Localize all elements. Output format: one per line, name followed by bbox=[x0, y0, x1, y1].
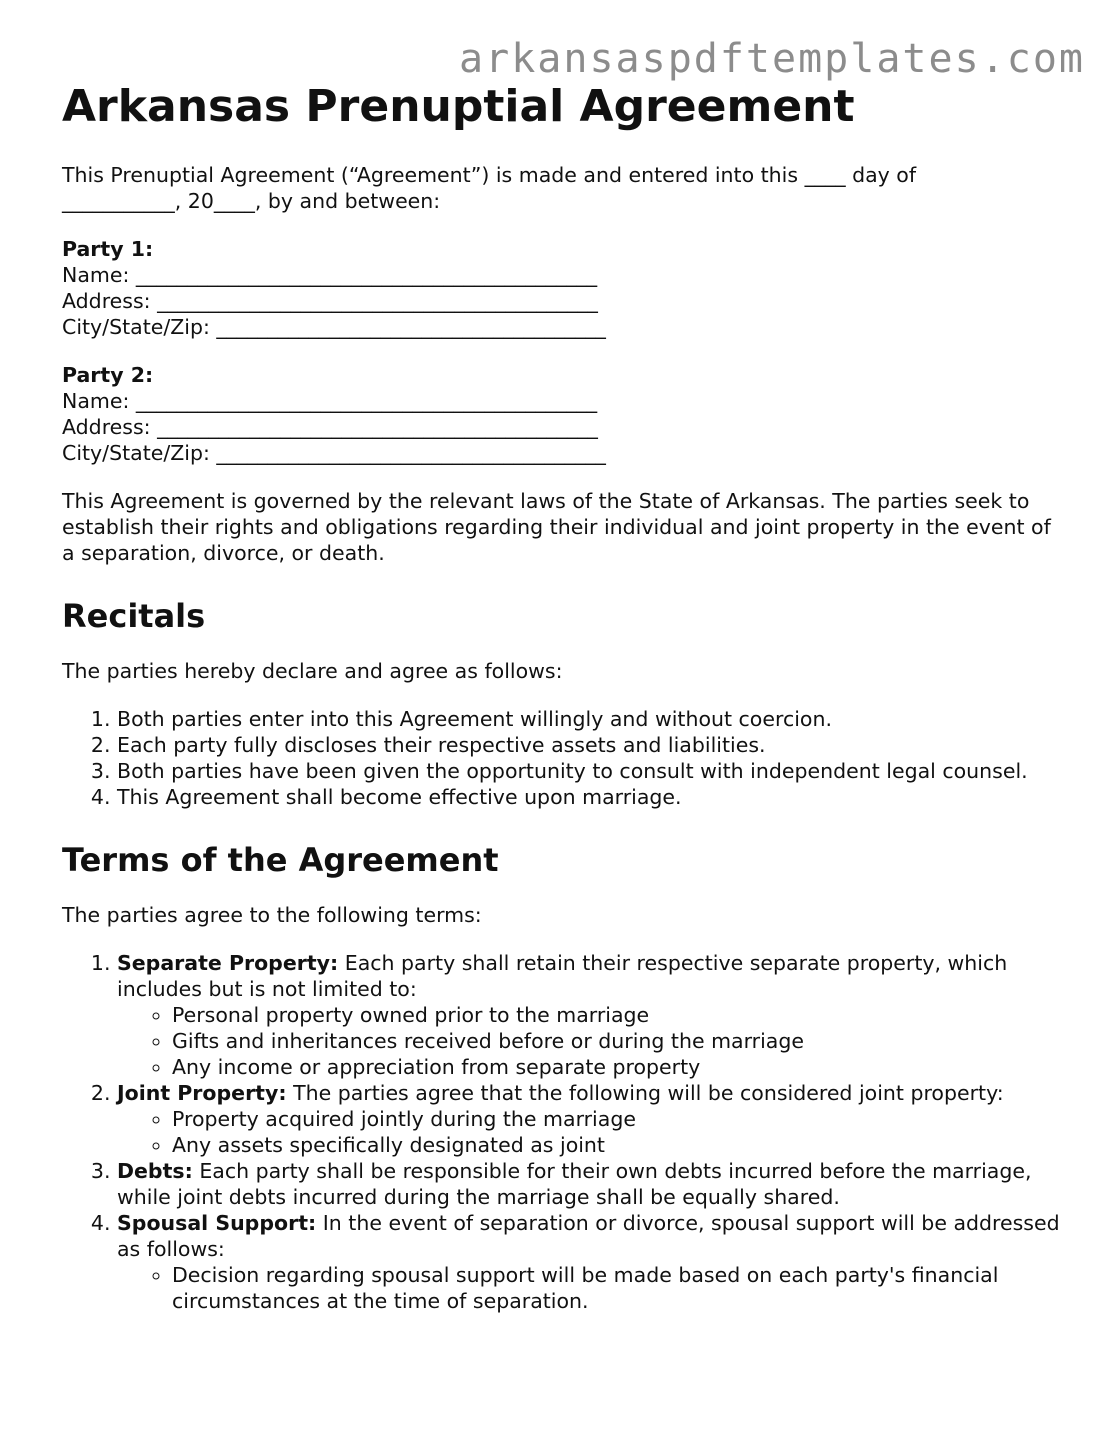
term-label: Debts: bbox=[117, 1159, 193, 1183]
party-2-city-field: City/State/Zip: ______________________________________ bbox=[62, 441, 606, 465]
party-1-block bbox=[62, 236, 1062, 340]
term-label: Joint Property: bbox=[117, 1081, 287, 1105]
term-text: The parties agree that the following will be considered joint property: bbox=[286, 1081, 1004, 1105]
intro-line-1: This Prenuptial Agreement (“Agreement”) is made and entered into this ____ day of bbox=[62, 163, 917, 187]
term-label: Separate Property: bbox=[117, 951, 339, 975]
party-1-city-field: City/State/Zip: ______________________________________ bbox=[62, 315, 606, 339]
recital-item: 2. Each party fully discloses their respective assets and liabilities. bbox=[117, 732, 1062, 758]
terms-list bbox=[62, 950, 1062, 1314]
recital-item: 3. Both parties have been given the opportunity to consult with independent legal counsel. bbox=[117, 758, 1062, 784]
term-subitem: ◦ Decision regarding spousal support will be made based on each party's financial circumstances at the time of separation. bbox=[172, 1262, 1062, 1314]
recitals-lead: The parties hereby declare and agree as follows: bbox=[62, 659, 563, 683]
intro-line-2: ___________, 20____, by and between: bbox=[62, 189, 441, 213]
term-subitem: ◦ Any income or appreciation from separate property bbox=[172, 1054, 1062, 1080]
term-subitem: ◦ Personal property owned prior to the marriage bbox=[172, 1002, 1062, 1028]
document-title: Arkansas Prenuptial Agreement bbox=[62, 81, 855, 132]
party-1-name-field: Name: _____________________________________________ bbox=[62, 263, 598, 287]
party-2-name-field: Name: _____________________________________________ bbox=[62, 389, 598, 413]
term-item-separate-property bbox=[117, 950, 1062, 1080]
intro-paragraph bbox=[62, 162, 1062, 214]
recitals-heading: Recitals bbox=[62, 597, 206, 635]
party-2-header: Party 2: bbox=[62, 363, 154, 387]
document-body bbox=[62, 82, 1062, 1314]
site-watermark: arkansaspdftemplates.com bbox=[459, 36, 1085, 82]
term-subitem: ◦ Any assets specifically designated as joint bbox=[172, 1132, 1062, 1158]
party-1-address-field: Address: ___________________________________________ bbox=[62, 289, 598, 313]
terms-lead: The parties agree to the following terms: bbox=[62, 903, 482, 927]
recitals-list bbox=[62, 706, 1062, 810]
term-subitem: ◦ Property acquired jointly during the marriage bbox=[172, 1106, 1062, 1132]
term-text: In the event of separation or divorce, spousal support will be addressed as follows: bbox=[117, 1211, 1060, 1261]
recital-item: 1. Both parties enter into this Agreement willingly and without coercion. bbox=[117, 706, 1062, 732]
recital-item: 4. This Agreement shall become effective upon marriage. bbox=[117, 784, 1062, 810]
terms-heading: Terms of the Agreement bbox=[62, 841, 499, 879]
term-item-joint-property bbox=[117, 1080, 1062, 1158]
term-sublist bbox=[117, 1002, 1062, 1080]
party-1-header: Party 1: bbox=[62, 237, 154, 261]
term-item-spousal-support bbox=[117, 1210, 1062, 1314]
term-sublist bbox=[117, 1262, 1062, 1314]
term-sublist bbox=[117, 1106, 1062, 1158]
term-item-debts bbox=[117, 1158, 1062, 1210]
term-subitem: ◦ Gifts and inheritances received before or during the marriage bbox=[172, 1028, 1062, 1054]
term-label: Spousal Support: bbox=[117, 1211, 317, 1235]
term-text: Each party shall be responsible for their own debts incurred before the marriage, while joint debts incurred during the marriage shall be equally shared. bbox=[117, 1159, 1032, 1209]
party-2-block bbox=[62, 362, 1062, 466]
party-2-address-field: Address: ___________________________________________ bbox=[62, 415, 598, 439]
governing-law-paragraph: This Agreement is governed by the relevant laws of the State of Arkansas. The parties seek to establish their rights and obligations regarding their individual and joint property in the event of a separation, divorce, or death. bbox=[62, 489, 1051, 565]
term-text: Each party shall retain their respective separate property, which includes but is not limited to: bbox=[117, 951, 1008, 1001]
